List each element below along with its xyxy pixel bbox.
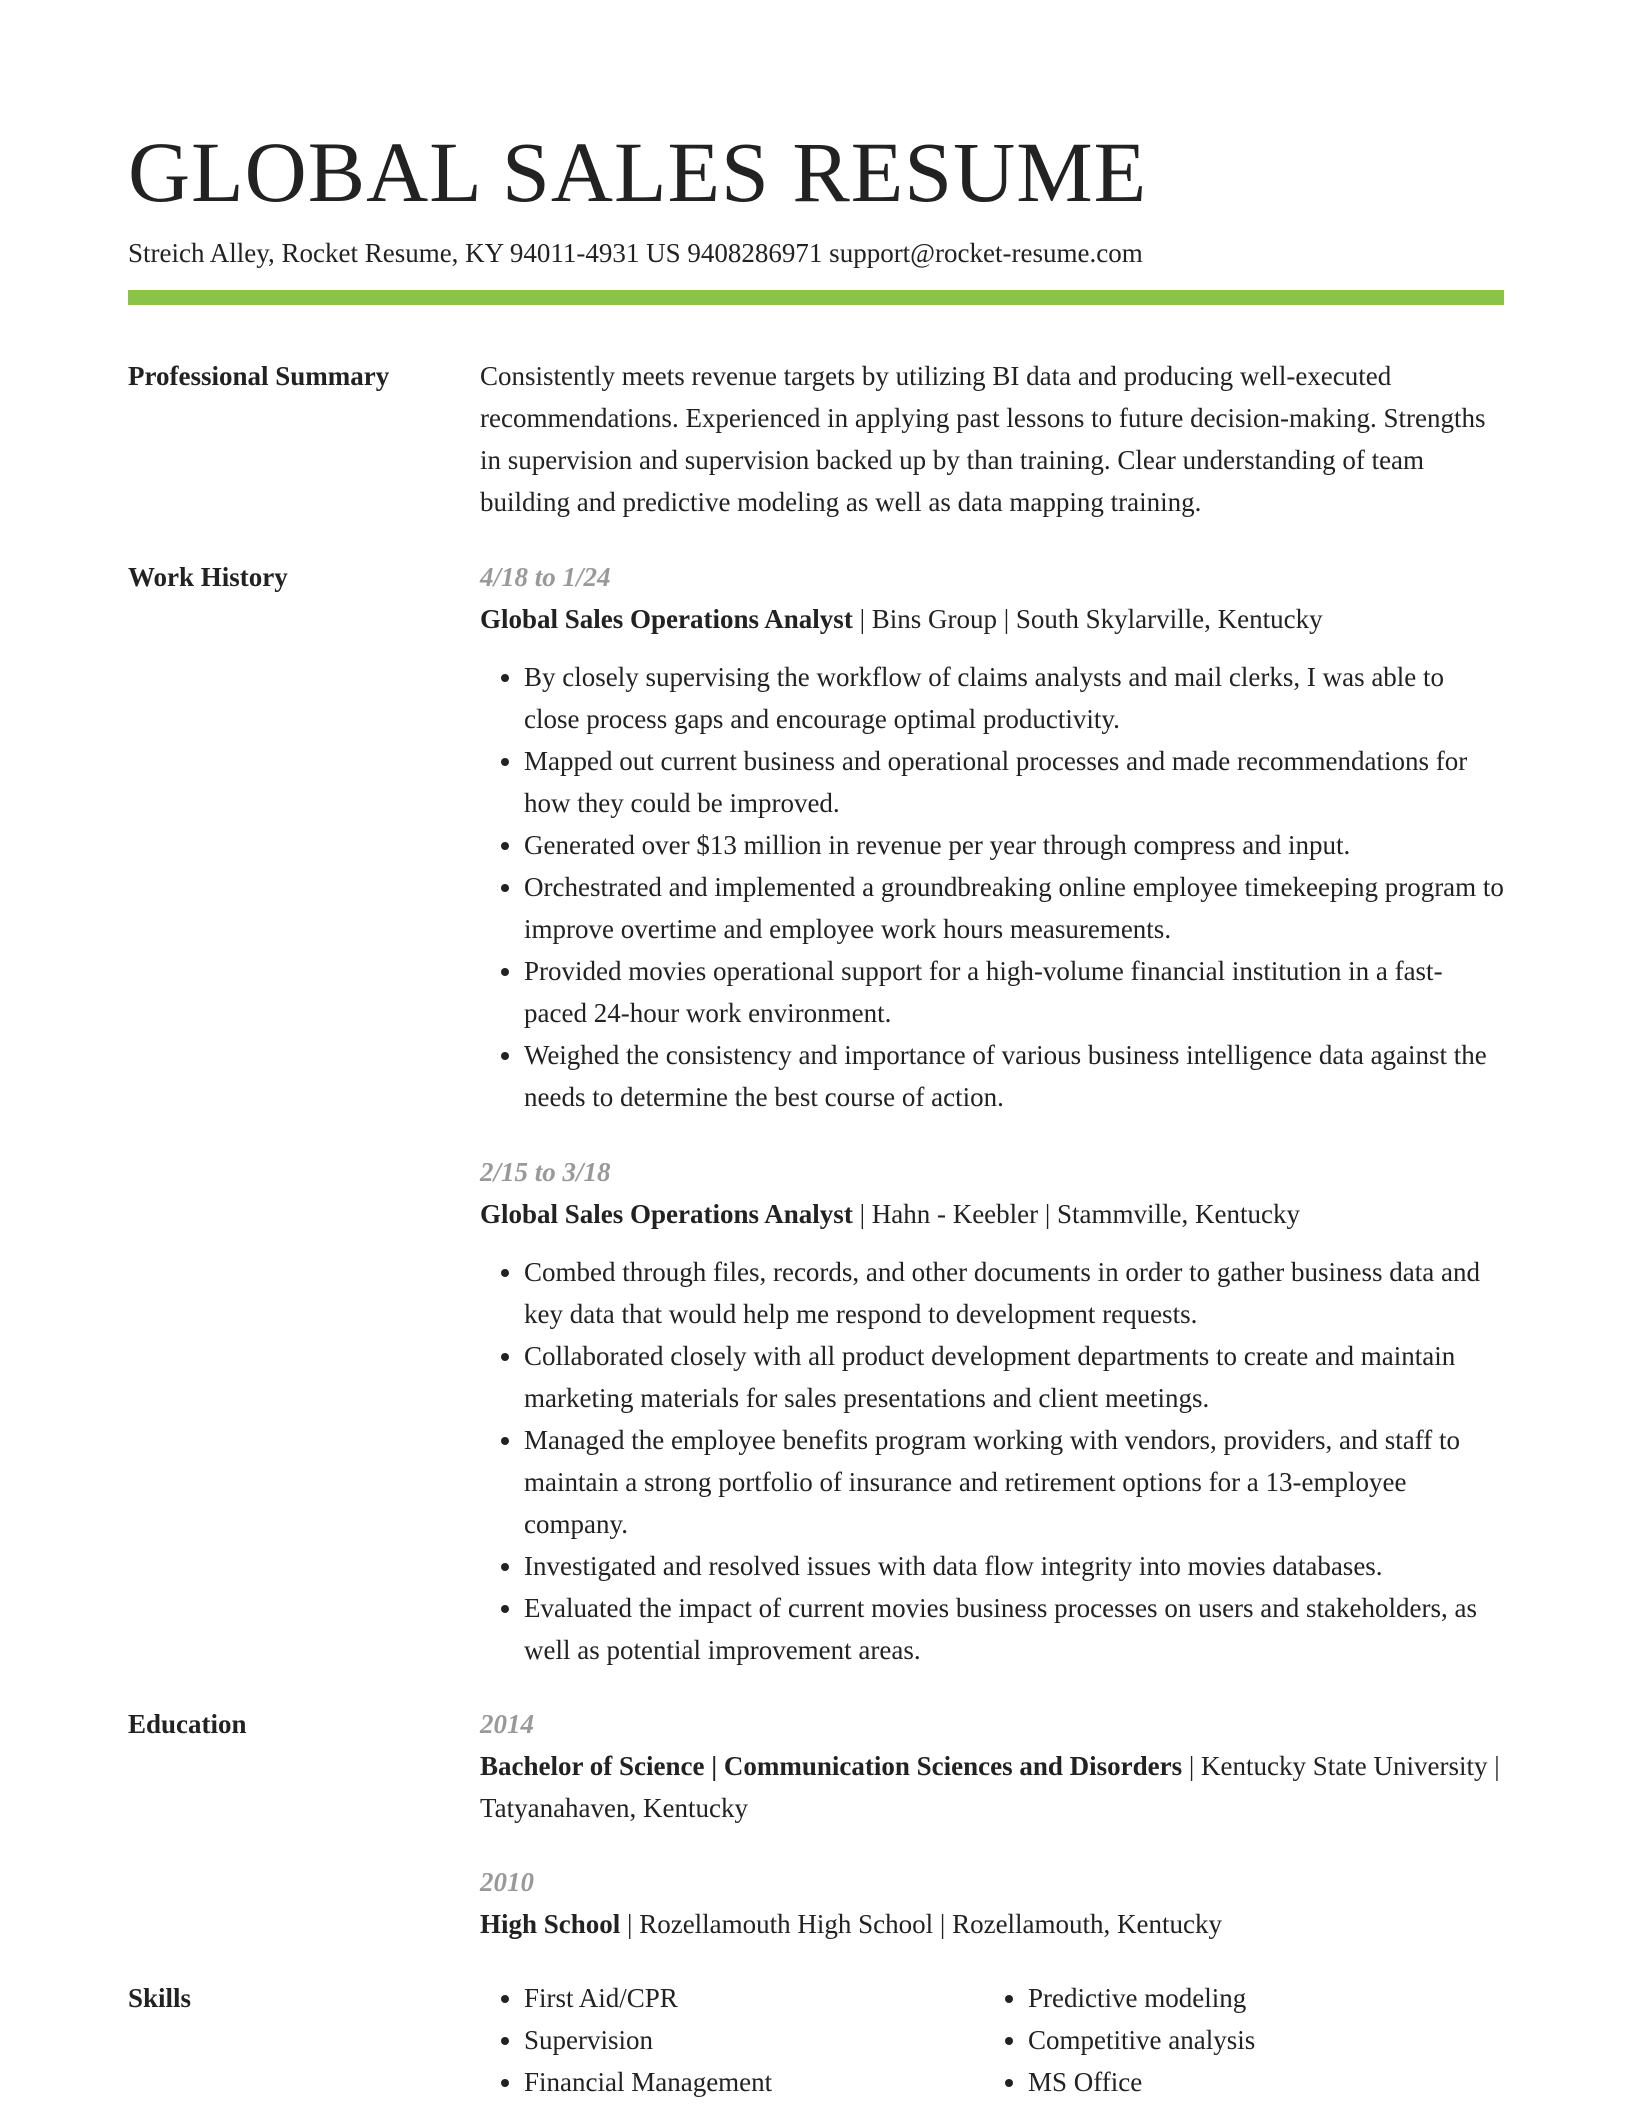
skill-item: • MS Office: [1028, 2061, 1488, 2103]
job-details: | Hahn - Keebler | Stammville, Kentucky: [852, 1199, 1300, 1229]
skills-column-right: [984, 1977, 1488, 2103]
list-item: • Collaborated closely with all product development departments to create and maintain marketing materials for sales presentations and client meetings.: [524, 1335, 1504, 1419]
list-item: • Combed through files, records, and other documents in order to gather business data and key data that would help me respond to development requests.: [524, 1251, 1504, 1335]
work-entry: [480, 1151, 1504, 1671]
list-item: • Orchestrated and implemented a groundbreaking online employee timekeeping program to improve overtime and employee work hours measurements.: [524, 866, 1504, 950]
job-details: | Bins Group | South Skylarville, Kentucky: [852, 604, 1323, 634]
job-title: Global Sales Operations Analyst: [480, 1199, 853, 1229]
education-entry: [480, 1861, 1504, 1945]
job-title: Global Sales Operations Analyst: [480, 604, 853, 634]
education-year: 2010: [480, 1867, 534, 1897]
degree: High School: [480, 1909, 621, 1939]
section-label: Professional Summary: [128, 361, 390, 391]
education-year: 2014: [480, 1709, 534, 1739]
section-label: Skills: [128, 1983, 192, 2013]
contact-line: Streich Alley, Rocket Resume, KY 94011-4931 US 9408286971 support@rocket-resume.com: [128, 238, 1143, 268]
list-item: • Investigated and resolved issues with data flow integrity into movies databases.: [524, 1545, 1504, 1587]
skills-column-left: [480, 1977, 984, 2103]
list-item: • Generated over $13 million in revenue per year through compress and input.: [524, 824, 1504, 866]
work-dates: 2/15 to 3/18: [480, 1157, 611, 1187]
section-work-history: [128, 556, 1504, 1671]
skill-item: • Competitive analysis: [1028, 2019, 1488, 2061]
degree: Bachelor of Science | Communication Sciences and Disorders: [480, 1751, 1183, 1781]
summary-text: Consistently meets revenue targets by utilizing BI data and producing well-executed recommendations. Experienced in applying past lessons to future decision-making. Strengths in supervision and supervision backed up by than training. Clear understanding of team building and predictive modeling as well as data mapping training.: [480, 361, 1486, 517]
education-line: [480, 1903, 1504, 1945]
section-education: [128, 1703, 1504, 1945]
education-details: | Kentucky State University | Tatyanahaven, Kentucky: [480, 1751, 1500, 1823]
work-dates: 4/18 to 1/24: [480, 562, 611, 592]
work-entries: [480, 556, 1504, 1671]
skill-item: • First Aid/CPR: [524, 1977, 984, 2019]
education-details: | Rozellamouth High School | Rozellamouth, Kentucky: [620, 1909, 1223, 1939]
work-entry: [480, 556, 1504, 1118]
section-skills: [128, 1977, 1504, 2103]
list-item: • Evaluated the impact of current movies business processes on users and stakeholders, as well as potential improvement areas.: [524, 1587, 1504, 1671]
skills-grid: [480, 1977, 1504, 2103]
section-label: Work History: [128, 562, 288, 592]
list-item: • Managed the employee benefits program working with vendors, providers, and staff to maintain a strong portfolio of insurance and retirement options for a 13-employee company.: [524, 1419, 1504, 1545]
education-entry: [480, 1703, 1504, 1829]
job-line: [480, 1193, 1504, 1235]
list-item: • Weighed the consistency and importance of various business intelligence data against the needs to determine the best course of action.: [524, 1034, 1504, 1118]
job-line: [480, 598, 1504, 640]
skill-item: • Supervision: [524, 2019, 984, 2061]
job-bullets: [480, 1251, 1504, 1671]
section-label: Education: [128, 1709, 247, 1739]
list-item: • Mapped out current business and operational processes and made recommendations for how they could be improved.: [524, 740, 1504, 824]
resume-page: [128, 0, 1504, 2103]
education-entries: [480, 1703, 1504, 1945]
list-item: • By closely supervising the workflow of claims analysts and mail clerks, I was able to close process gaps and encourage optimal productivity.: [524, 656, 1504, 740]
list-item: • Provided movies operational support for a high-volume financial institution in a fast-paced 24-hour work environment.: [524, 950, 1504, 1034]
section-professional-summary: [128, 355, 1504, 523]
header-divider: [128, 290, 1504, 305]
skill-item: • Predictive modeling: [1028, 1977, 1488, 2019]
resume-title: GLOBAL SALES RESUME: [128, 124, 1148, 220]
education-line: [480, 1745, 1504, 1829]
skill-item: • Financial Management: [524, 2061, 984, 2103]
job-bullets: [480, 656, 1504, 1118]
